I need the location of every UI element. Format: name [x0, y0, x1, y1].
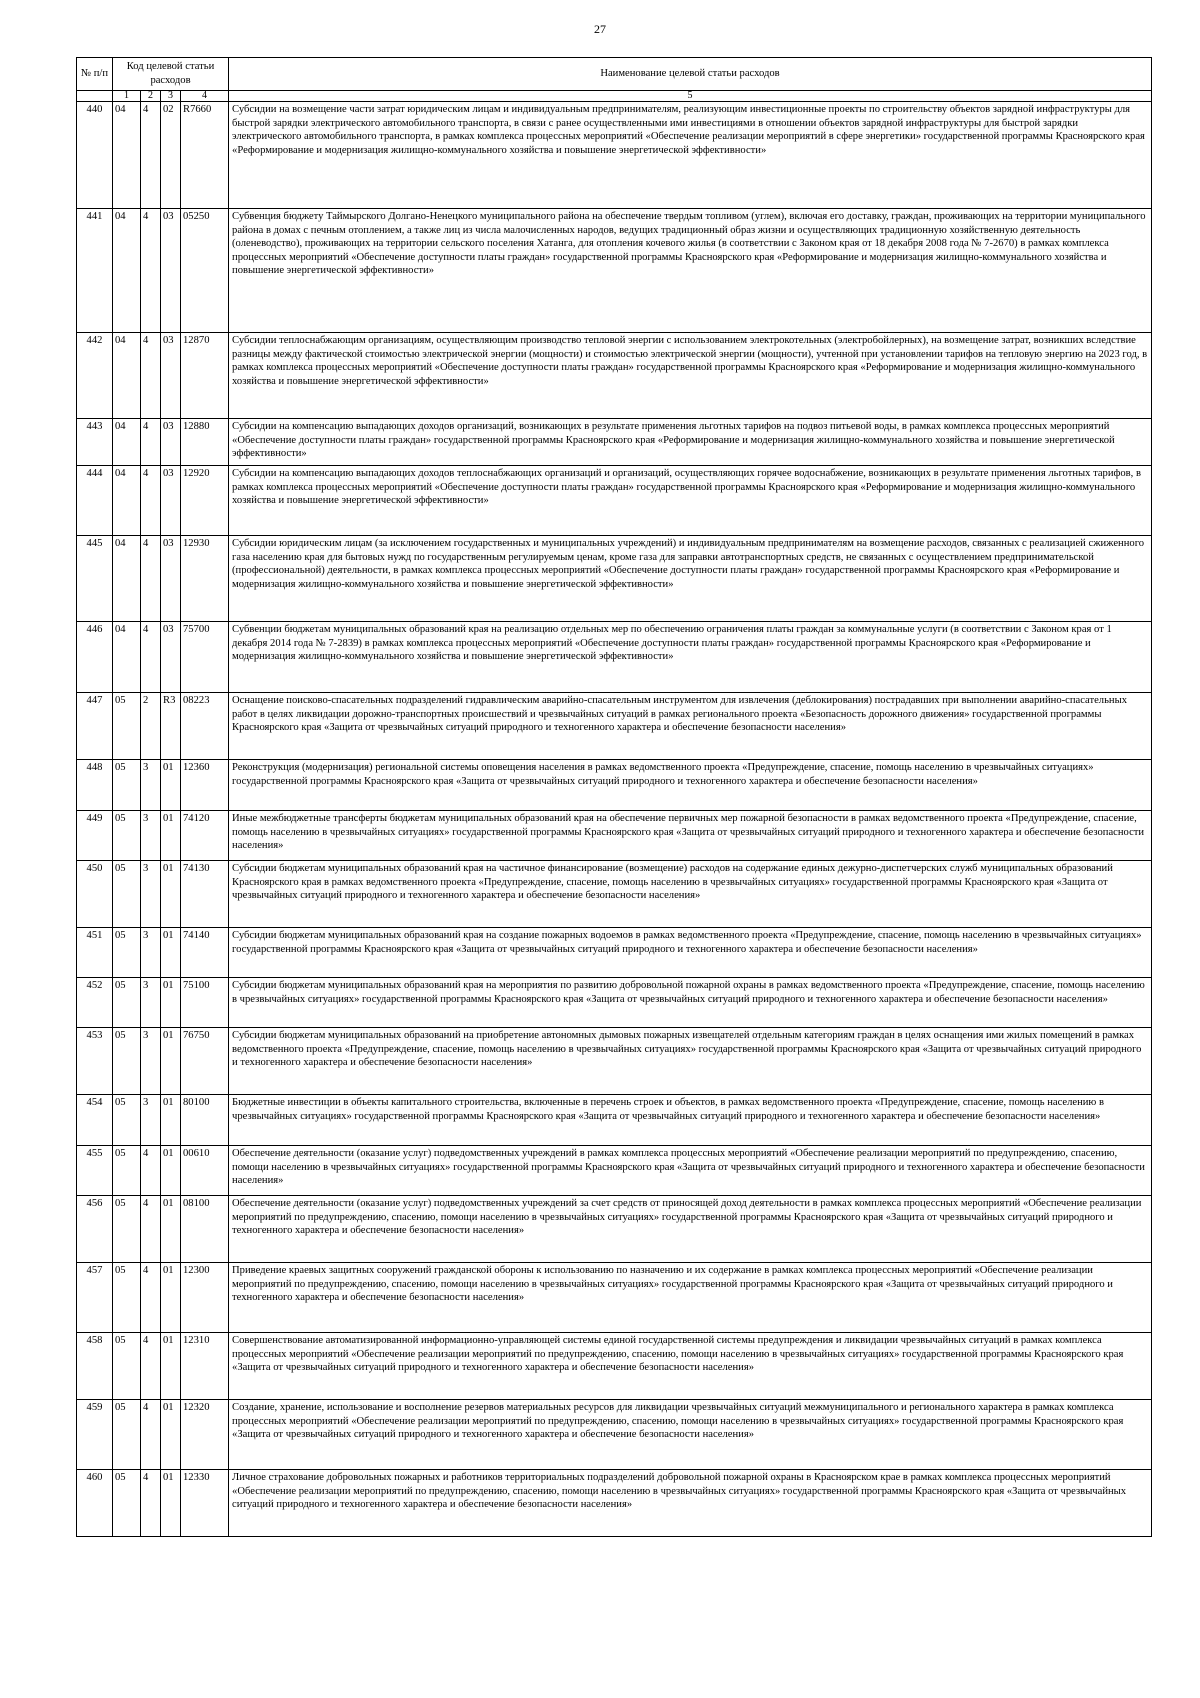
table-row [77, 1095, 1152, 1146]
row-description: Субсидии бюджетам муниципальных образований края на частичное финансирование (возмещение) расходов на содержание единых дежурно-диспетчерских служб муниципальных образований Красноярского края в рамках ведомственного проекта «Предупреждение, спасение, помощь населению в чрезвычайных ситуациях» государственной программы Красноярского края «Защита от чрезвычайных ситуаций природного и техногенного характера и обеспечение безопасности населения» [229, 861, 1152, 928]
row-description: Оснащение поисково-спасательных подразделений гидравлическим аварийно-спасательным инструментом для извлечения (деблокирования) пострадавших при выполнении аварийно-спасательных работ в целях ликвидации дорожно-транспортных происшествий и чрезвычайных ситуаций в рамках регионального проекта «Безопасность дорожного движения» государственной программы Красноярского края «Защита от чрезвычайных ситуаций природного и техногенного характера и обеспечение безопасности населения» [229, 693, 1152, 760]
colnum-1: 1 [113, 91, 141, 102]
code-part-1: 04 [113, 209, 141, 333]
code-part-2: 4 [141, 1470, 161, 1537]
row-number: 454 [77, 1095, 113, 1146]
row-description: Совершенствование автоматизированной информационно-управляющей системы единой государственной системы предупреждения и ликвидации чрезвычайных ситуаций в рамках комплекса процессных мероприятий «Обеспечение реализации мероприятий по предупреждению, спасению, помощи населению в чрезвычайных ситуациях» государственной программы Красноярского края «Защита от чрезвычайных ситуаций природного и техногенного характера и обеспечение безопасности населения» [229, 1333, 1152, 1400]
table-row [77, 1400, 1152, 1470]
table-row [77, 928, 1152, 978]
row-number: 440 [77, 102, 113, 209]
code-part-2: 4 [141, 1400, 161, 1470]
code-part-4: 74130 [181, 861, 229, 928]
row-number: 447 [77, 693, 113, 760]
code-part-1: 04 [113, 333, 141, 419]
code-part-4: 12330 [181, 1470, 229, 1537]
code-part-3: 03 [161, 333, 181, 419]
row-description: Реконструкция (модернизация) региональной системы оповещения населения в рамках ведомственного проекта «Предупреждение, спасение, помощь населению в чрезвычайных ситуациях» государственной программы Красноярского края «Защита от чрезвычайных ситуаций природного и техногенного характера и обеспечение безопасности населения» [229, 760, 1152, 811]
code-part-1: 04 [113, 102, 141, 209]
table-row [77, 333, 1152, 419]
colnum-5: 5 [229, 91, 1152, 102]
code-part-1: 05 [113, 1095, 141, 1146]
code-part-1: 05 [113, 861, 141, 928]
code-part-3: 01 [161, 1333, 181, 1400]
row-description: Субвенция бюджету Таймырского Долгано-Ненецкого муниципального района на обеспечение твердым топливом (углем), включая его доставку, граждан, проживающих на территории муниципального района в домах с печным отоплением, а также лиц из числа малочисленных народов, ведущих традиционный образ жизни и осуществляющих традиционную хозяйственную деятельность (оленеводство), проживающих на территории сельского поселения Хатанга, для отопления кочевого жилья (в соответствии с Законом края от 18 декабря 2008 года № 7-2670) в рамках комплекса процессных мероприятий «Обеспечение доступности платы граждан» государственной программы Красноярского края «Реформирование и модернизация жилищно-коммунального хозяйства и повышение энергетической эффективности» [229, 209, 1152, 333]
code-part-1: 05 [113, 1028, 141, 1095]
code-part-3: 03 [161, 622, 181, 693]
code-part-1: 05 [113, 978, 141, 1028]
colnum-2: 2 [141, 91, 161, 102]
code-part-2: 4 [141, 1146, 161, 1196]
code-part-1: 04 [113, 536, 141, 622]
code-part-1: 05 [113, 693, 141, 760]
code-part-1: 05 [113, 1470, 141, 1537]
row-number: 456 [77, 1196, 113, 1263]
code-part-3: 03 [161, 466, 181, 536]
code-part-2: 4 [141, 333, 161, 419]
code-part-1: 05 [113, 811, 141, 861]
colnum-blank [77, 91, 113, 102]
code-part-3: 02 [161, 102, 181, 209]
row-description: Создание, хранение, использование и восполнение резервов материальных ресурсов для ликвидации чрезвычайных ситуаций межмуниципального и регионального характера в рамках комплекса процессных мероприятий «Обеспечение реализации мероприятий по предупреждению, спасению, помощи населению в чрезвычайных ситуациях» государственной программы Красноярского края «Защита от чрезвычайных ситуаций природного и техногенного характера и обеспечение безопасности населения» [229, 1400, 1152, 1470]
row-description: Субсидии бюджетам муниципальных образований края на создание пожарных водоемов в рамках ведомственного проекта «Предупреждение, спасение, помощь населению в чрезвычайных ситуациях» государственной программы Красноярского края «Защита от чрезвычайных ситуаций природного и техногенного характера и обеспечение безопасности населения» [229, 928, 1152, 978]
table-row [77, 466, 1152, 536]
table-row [77, 1333, 1152, 1400]
code-part-3: 01 [161, 811, 181, 861]
row-number: 443 [77, 419, 113, 466]
row-number: 448 [77, 760, 113, 811]
row-description: Субсидии юридическим лицам (за исключением государственных и муниципальных учреждений) и индивидуальным предпринимателям на возмещение расходов, связанных с реализацией сжиженного газа населению края для бытовых нужд по государственным регулируемым ценам, кроме газа для заправки автотранспортных средств, не связанных с осуществлением предпринимательской (профессиональной) деятельности, в рамках комплекса процессных мероприятий «Обеспечение доступности платы граждан» государственной программы Красноярского края «Реформирование и модернизация жилищно-коммунального хозяйства и повышение энергетической эффективности» [229, 536, 1152, 622]
table-header [77, 58, 1152, 102]
row-number: 449 [77, 811, 113, 861]
row-number: 450 [77, 861, 113, 928]
table-row [77, 811, 1152, 861]
code-part-4: 76750 [181, 1028, 229, 1095]
row-number: 444 [77, 466, 113, 536]
code-part-4: 75700 [181, 622, 229, 693]
code-part-2: 4 [141, 209, 161, 333]
code-part-4: 12300 [181, 1263, 229, 1333]
code-part-4: 74140 [181, 928, 229, 978]
code-part-2: 3 [141, 760, 161, 811]
row-number: 455 [77, 1146, 113, 1196]
code-part-1: 05 [113, 1400, 141, 1470]
row-description: Субсидии на возмещение части затрат юридическим лицам и индивидуальным предпринимателям, реализующим инвестиционные проекты по строительству объектов зарядной инфраструктуры для быстрой зарядки электрического автомобильного транспорта, в связи с ранее осуществленными ими инвестициями в отношении объектов зарядной инфраструктуры для быстрой зарядки электрического автомобильного транспорта, в рамках комплекса процессных мероприятий «Обеспечение реализации мероприятий в сфере энергетики» государственной программы Красноярского края «Реформирование и модернизация жилищно-коммунального хозяйства и повышение энергетической эффективности» [229, 102, 1152, 209]
table-row [77, 622, 1152, 693]
code-part-2: 3 [141, 811, 161, 861]
target-articles-table [76, 57, 1152, 1537]
code-part-2: 4 [141, 536, 161, 622]
code-part-2: 2 [141, 693, 161, 760]
table-row [77, 1028, 1152, 1095]
code-part-2: 3 [141, 1095, 161, 1146]
row-description: Субсидии на компенсацию выпадающих доходов теплоснабжающих организаций и организаций, осуществляющих горячее водоснабжение, возникающих в результате применения льготных тарифов, в рамках комплекса процессных мероприятий «Обеспечение доступности платы граждан» государственной программы Красноярского края «Реформирование и модернизация жилищно-коммунального хозяйства и повышение энергетической эффективности» [229, 466, 1152, 536]
table-row [77, 861, 1152, 928]
code-part-4: 08100 [181, 1196, 229, 1263]
code-part-2: 4 [141, 102, 161, 209]
code-part-2: 3 [141, 1028, 161, 1095]
code-part-4: 12880 [181, 419, 229, 466]
code-part-1: 05 [113, 1196, 141, 1263]
header-code: Код целевой статьи расходов [113, 58, 229, 91]
row-number: 445 [77, 536, 113, 622]
table-row [77, 760, 1152, 811]
code-part-2: 4 [141, 1196, 161, 1263]
code-part-4: 75100 [181, 978, 229, 1028]
code-part-4: 12360 [181, 760, 229, 811]
code-part-3: 01 [161, 1263, 181, 1333]
code-part-4: 74120 [181, 811, 229, 861]
row-description: Обеспечение деятельности (оказание услуг) подведомственных учреждений в рамках комплекса процессных мероприятий «Обеспечение реализации мероприятий по предупреждению, спасению, помощи населению в чрезвычайных ситуациях» государственной программы Красноярского края «Защита от чрезвычайных ситуаций природного и техногенного характера и обеспечение безопасности населения» [229, 1146, 1152, 1196]
row-description: Обеспечение деятельности (оказание услуг) подведомственных учреждений за счет средств от приносящей доход деятельности в рамках комплекса процессных мероприятий «Обеспечение реализации мероприятий по предупреждению, спасению, помощи населению в чрезвычайных ситуациях» государственной программы Красноярского края «Защита от чрезвычайных ситуаций природного и техногенного характера и обеспечение безопасности населения» [229, 1196, 1152, 1263]
code-part-4: 12310 [181, 1333, 229, 1400]
table-row [77, 536, 1152, 622]
code-part-4: R7660 [181, 102, 229, 209]
row-description: Личное страхование добровольных пожарных и работников территориальных подразделений добровольной пожарной охраны в Красноярском крае в рамках комплекса процессных мероприятий «Обеспечение реализации мероприятий по предупреждению, спасению, помощи населению в чрезвычайных ситуациях» государственной программы Красноярского края «Защита от чрезвычайных ситуаций природного и техногенного характера и обеспечение безопасности населения» [229, 1470, 1152, 1537]
code-part-2: 3 [141, 978, 161, 1028]
code-part-1: 04 [113, 466, 141, 536]
code-part-4: 12920 [181, 466, 229, 536]
colnum-3: 3 [161, 91, 181, 102]
code-part-2: 4 [141, 1333, 161, 1400]
code-part-4: 12930 [181, 536, 229, 622]
code-part-2: 3 [141, 861, 161, 928]
code-part-1: 05 [113, 1333, 141, 1400]
row-number: 452 [77, 978, 113, 1028]
table-row [77, 1263, 1152, 1333]
code-part-3: 03 [161, 536, 181, 622]
row-description: Субсидии теплоснабжающим организациям, осуществляющим производство тепловой энергии с использованием электрокотельных (электробойлерных), на возмещение затрат, возникших вследствие разницы между фактической стоимостью электрической энергии (мощности) и стоимостью электрической энергии (мощности), учтенной при установлении тарифов на тепловую энергию на 2023 год, в рамках комплекса процессных мероприятий «Обеспечение доступности платы граждан» государственной программы Красноярского края «Реформирование и модернизация жилищно-коммунального хозяйства и повышение энергетической эффективности» [229, 333, 1152, 419]
table-row [77, 419, 1152, 466]
code-part-3: 01 [161, 760, 181, 811]
code-part-3: 03 [161, 419, 181, 466]
code-part-3: 01 [161, 978, 181, 1028]
row-description: Субвенции бюджетам муниципальных образований края на реализацию отдельных мер по обеспечению ограничения платы граждан за коммунальные услуги (в соответствии с Законом края от 1 декабря 2014 года № 7-2839) в рамках комплекса процессных мероприятий «Обеспечение доступности платы граждан» государственной программы Красноярского края «Реформирование и модернизация жилищно-коммунального хозяйства и повышение энергетической эффективности» [229, 622, 1152, 693]
code-part-4: 05250 [181, 209, 229, 333]
table-body [77, 102, 1152, 1537]
code-part-3: R3 [161, 693, 181, 760]
code-part-1: 05 [113, 760, 141, 811]
code-part-3: 01 [161, 928, 181, 978]
code-part-2: 4 [141, 466, 161, 536]
code-part-1: 04 [113, 419, 141, 466]
table-row [77, 209, 1152, 333]
table-row [77, 1196, 1152, 1263]
code-part-4: 12870 [181, 333, 229, 419]
table-row [77, 102, 1152, 209]
code-part-3: 01 [161, 1470, 181, 1537]
code-part-3: 01 [161, 1028, 181, 1095]
code-part-3: 01 [161, 861, 181, 928]
code-part-3: 03 [161, 209, 181, 333]
row-number: 459 [77, 1400, 113, 1470]
row-number: 446 [77, 622, 113, 693]
row-description: Субсидии бюджетам муниципальных образований на приобретение автономных дымовых пожарных извещателей отдельным категориям граждан в целях оснащения ими жилых помещений в рамках ведомственного проекта «Предупреждение, спасение, помощь населению в чрезвычайных ситуациях» государственной программы Красноярского края «Защита от чрезвычайных ситуаций природного и техногенного характера и обеспечение безопасности населения» [229, 1028, 1152, 1095]
code-part-3: 01 [161, 1146, 181, 1196]
code-part-1: 05 [113, 1146, 141, 1196]
code-part-1: 05 [113, 1263, 141, 1333]
code-part-2: 4 [141, 419, 161, 466]
row-number: 457 [77, 1263, 113, 1333]
code-part-4: 08223 [181, 693, 229, 760]
row-description: Субсидии на компенсацию выпадающих доходов организаций, возникающих в результате применения льготных тарифов на подвоз питьевой воды, в рамках комплекса процессных мероприятий «Обеспечение доступности платы граждан» государственной программы Красноярского края «Реформирование и модернизация жилищно-коммунального хозяйства и повышение энергетической эффективности» [229, 419, 1152, 466]
code-part-3: 01 [161, 1400, 181, 1470]
row-description: Иные межбюджетные трансферты бюджетам муниципальных образований края на обеспечение первичных мер пожарной безопасности в рамках ведомственного проекта «Предупреждение, спасение, помощь населению в чрезвычайных ситуациях» государственной программы Красноярского края «Защита от чрезвычайных ситуаций природного и техногенного характера и обеспечение безопасности населения» [229, 811, 1152, 861]
header-name: Наименование целевой статьи расходов [229, 58, 1152, 91]
row-number: 442 [77, 333, 113, 419]
table-row [77, 1470, 1152, 1537]
code-part-2: 3 [141, 928, 161, 978]
table-row [77, 693, 1152, 760]
row-number: 441 [77, 209, 113, 333]
code-part-2: 4 [141, 1263, 161, 1333]
row-description: Бюджетные инвестиции в объекты капитального строительства, включенные в перечень строек и объектов, в рамках ведомственного проекта «Предупреждение, спасение, помощь населению в чрезвычайных ситуациях» государственной программы Красноярского края «Защита от чрезвычайных ситуаций природного и техногенного характера и обеспечение безопасности населения» [229, 1095, 1152, 1146]
row-number: 460 [77, 1470, 113, 1537]
row-number: 451 [77, 928, 113, 978]
code-part-3: 01 [161, 1196, 181, 1263]
table-row [77, 978, 1152, 1028]
code-part-4: 00610 [181, 1146, 229, 1196]
table-row [77, 1146, 1152, 1196]
colnum-4: 4 [181, 91, 229, 102]
row-description: Приведение краевых защитных сооружений гражданской обороны к использованию по назначению и их содержание в рамках комплекса процессных мероприятий «Обеспечение реализации мероприятий по предупреждению, спасению, помощи населению в чрезвычайных ситуациях» государственной программы Красноярского края «Защита от чрезвычайных ситуаций природного и техногенного характера и обеспечение безопасности населения» [229, 1263, 1152, 1333]
code-part-4: 80100 [181, 1095, 229, 1146]
code-part-2: 4 [141, 622, 161, 693]
header-num: № п/п [77, 58, 113, 91]
page-number: 27 [594, 22, 606, 36]
row-number: 458 [77, 1333, 113, 1400]
code-part-1: 04 [113, 622, 141, 693]
row-description: Субсидии бюджетам муниципальных образований края на мероприятия по развитию добровольной пожарной охраны в рамках ведомственного проекта «Предупреждение, спасение, помощь населению в чрезвычайных ситуациях» государственной программы Красноярского края «Защита от чрезвычайных ситуаций природного и техногенного характера и обеспечение безопасности населения» [229, 978, 1152, 1028]
code-part-3: 01 [161, 1095, 181, 1146]
code-part-4: 12320 [181, 1400, 229, 1470]
row-number: 453 [77, 1028, 113, 1095]
code-part-1: 05 [113, 928, 141, 978]
